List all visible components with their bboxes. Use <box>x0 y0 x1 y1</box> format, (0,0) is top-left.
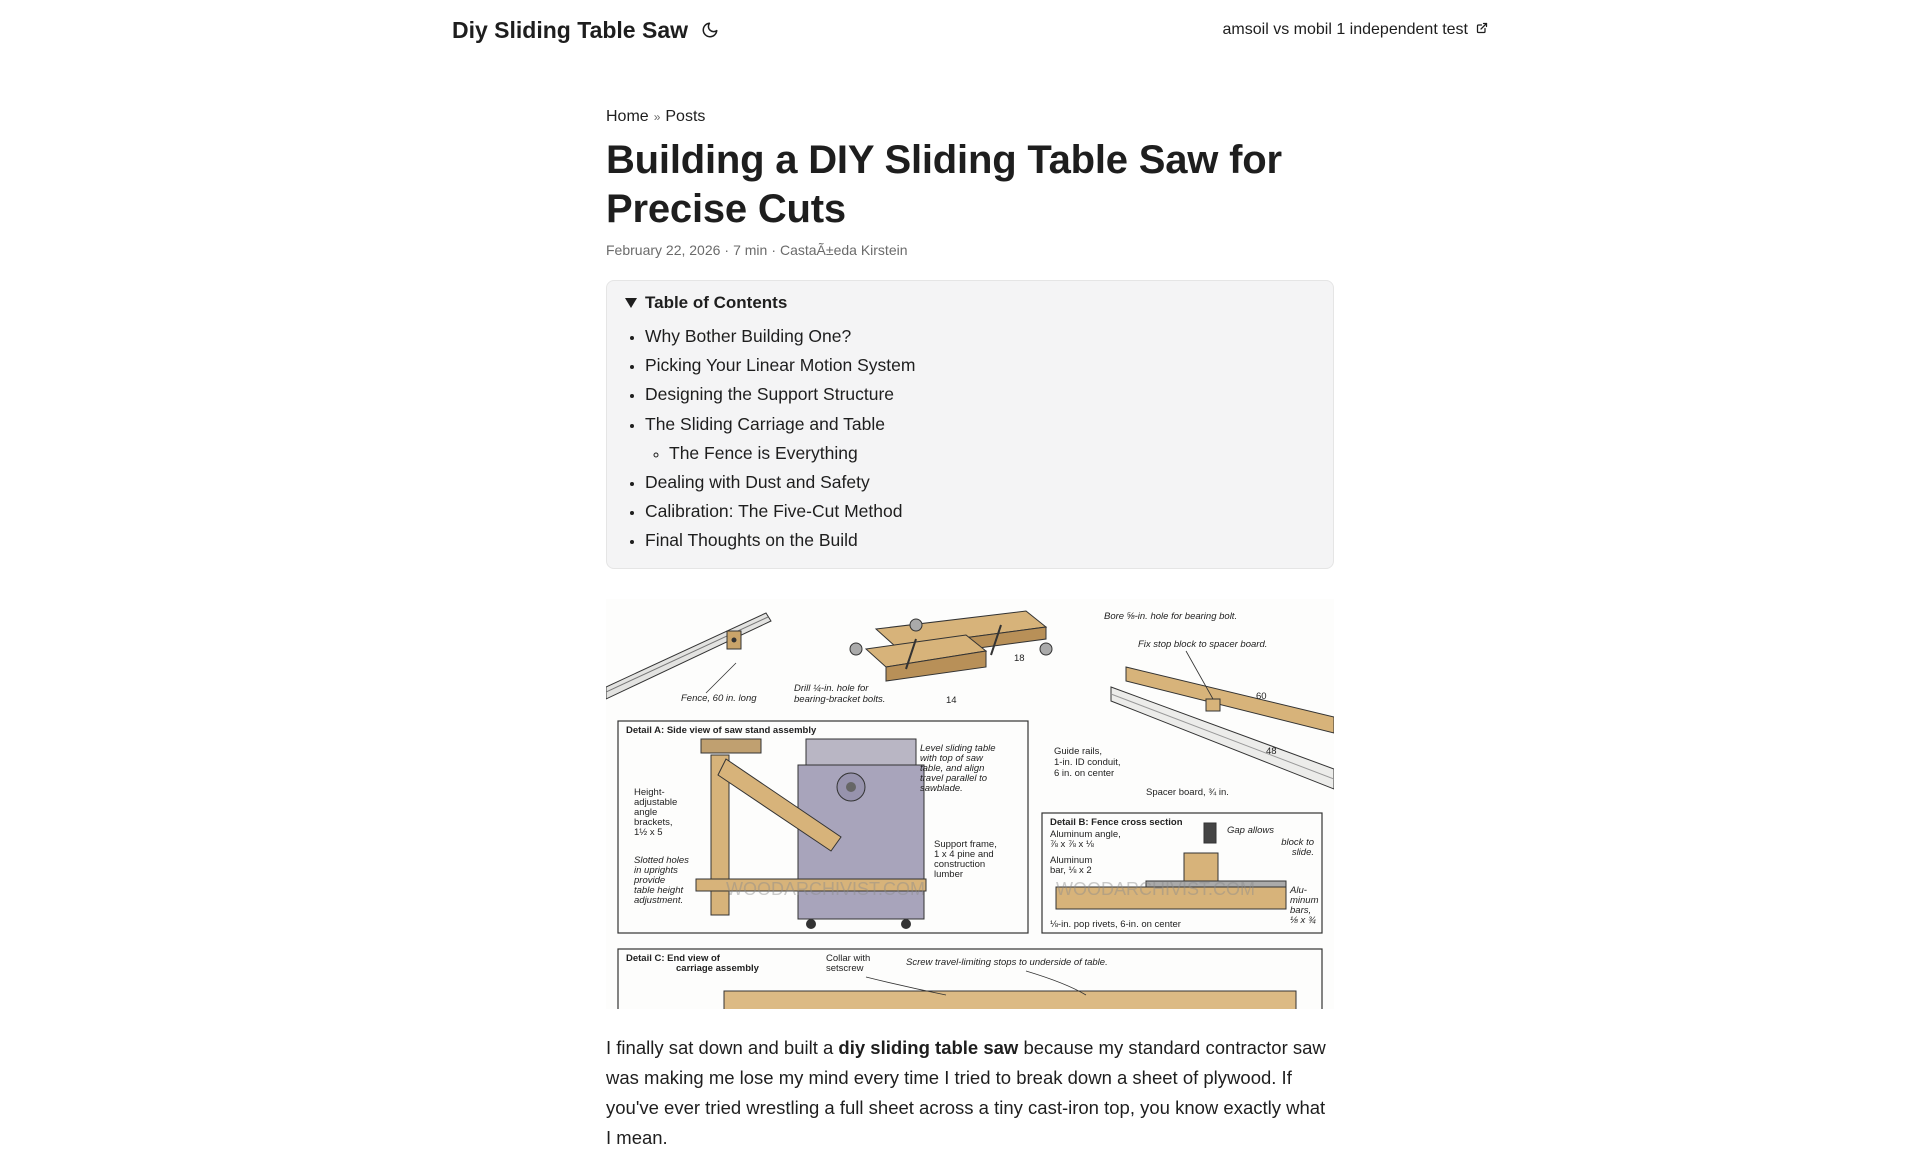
fig-support-label-3: construction <box>934 859 986 870</box>
fig-height-label-2: adjustable <box>634 797 678 808</box>
external-nav-link[interactable] <box>1223 21 1488 39</box>
intro-text-before: I finally sat down and built a <box>606 1037 839 1058</box>
external-nav-label: amsoil vs mobil 1 independent test <box>1222 21 1468 38</box>
fig-level-label-2: with top of saw <box>920 753 983 764</box>
fig-alu-label-3: bars, <box>1290 905 1312 916</box>
fig-alu-label-1: Alu- <box>1290 885 1307 896</box>
fig-dim-14: 14 <box>946 695 957 706</box>
watermark-text: WOODARCHIVIST.COM <box>1056 879 1256 899</box>
toc-link-sliding-carriage[interactable]: The Sliding Carriage and Table <box>645 413 885 434</box>
external-link-icon <box>1476 21 1488 39</box>
fig-guide-label-2: 1-in. ID conduit, <box>1054 757 1121 768</box>
meta-dot: · <box>724 242 730 258</box>
toc-link-linear-motion[interactable]: Picking Your Linear Motion System <box>645 355 916 376</box>
fig-guide-label-1: Guide rails, <box>1054 746 1103 757</box>
fig-detail-b-title: Detail B: Fence cross section <box>1050 817 1183 828</box>
toc-link-calibration[interactable]: Calibration: The Five-Cut Method <box>645 501 903 522</box>
toc-item <box>645 351 1315 380</box>
fig-rivets-label: ⅛-in. pop rivets, 6-in. on center <box>1050 919 1181 930</box>
intro-keyword: diy sliding table saw <box>838 1037 1019 1058</box>
intro-text-after: because my standard contractor saw was making me lose my mind every time I tried to break down a sheet of plywood. If you've ever tried wrestling a full sheet across a tiny cast-iron top, you know exactly what I mean. <box>606 1037 1326 1148</box>
fig-support-label-1: Support frame, <box>934 839 997 850</box>
watermark-text: WOODARCHIVIST.COM <box>726 879 926 899</box>
page-title: Building a DIY Sliding Table Saw for Precise Cuts <box>606 138 1282 231</box>
brand <box>452 17 722 44</box>
toc-item <box>645 322 1315 351</box>
fig-alum-label-4: bar, ⅛ x 2 <box>1050 865 1092 876</box>
toc-item <box>645 380 1315 409</box>
fig-guide-label-3: 6 in. on center <box>1054 768 1115 779</box>
fig-bore-label: Bore ⅝-in. hole for bearing bolt. <box>1104 611 1238 622</box>
post-date: February 22, 2026 <box>606 242 721 258</box>
toc-link-why-bother[interactable]: Why Bother Building One? <box>645 326 852 346</box>
fig-alu-label-4: ⅛ x ¾ <box>1290 915 1316 926</box>
toc-link-fence[interactable]: The Fence is Everything <box>669 442 858 463</box>
fig-level-label-1: Level sliding table <box>920 743 996 754</box>
toc-sublist <box>645 439 1315 468</box>
cover-image <box>606 599 1334 1009</box>
breadcrumb-home[interactable]: Home <box>606 108 649 125</box>
toc-list <box>625 322 1315 556</box>
fig-gap-label-2: block to <box>1281 837 1314 848</box>
site-title-link[interactable]: Diy Sliding Table Saw <box>452 16 689 43</box>
fig-level-label-5: sawblade. <box>920 783 963 794</box>
fig-level-label-4: travel parallel to <box>920 773 988 784</box>
meta-dot: · <box>771 242 776 258</box>
fig-height-label-1: Height- <box>634 787 665 798</box>
article-intro <box>606 1033 1334 1153</box>
main-content <box>606 108 1334 1153</box>
fig-spacer-label: Spacer board, ¾ in. <box>1146 787 1229 798</box>
fig-level-label-3: table, and align <box>920 763 985 774</box>
toc-subitem <box>669 439 1315 468</box>
fig-slot-label-1: Slotted holes <box>634 855 689 866</box>
fig-height-label-4: brackets, <box>634 817 673 828</box>
fig-drill-label: Drill ¼-in. hole for <box>794 683 869 694</box>
fig-detail-c-title: Detail C: End view of <box>626 953 720 964</box>
breadcrumb-separator: » <box>653 110 661 124</box>
post-author: CastaÃ±eda Kirstein <box>779 242 908 258</box>
fig-gap-label-1: Gap allows <box>1227 825 1274 836</box>
fig-slot-label-5: adjustment. <box>634 895 684 906</box>
site-header <box>452 12 1488 48</box>
fig-slot-label-4: table height <box>634 885 684 896</box>
toc-link-support-structure[interactable]: Designing the Support Structure <box>645 384 895 405</box>
fig-dim-18: 18 <box>1014 653 1025 664</box>
fig-dim-48: 48 <box>1266 746 1277 757</box>
toc-link-dust-safety[interactable]: Dealing with Dust and Safety <box>645 472 870 493</box>
fig-alum-label-2: ⅞ x ⅞ x ⅛ <box>1050 839 1094 850</box>
triangle-down-icon <box>625 298 637 308</box>
fig-alum-label-1: Aluminum angle, <box>1050 829 1121 840</box>
fig-support-label-2: 1 x 4 pine and <box>934 849 994 860</box>
toc-toggle[interactable] <box>625 293 1315 313</box>
breadcrumb-posts[interactable]: Posts <box>665 108 706 125</box>
fig-fence-label: Fence, 60 in. long <box>681 693 757 704</box>
fig-detail-a-title: Detail A: Side view of saw stand assembly <box>626 725 817 736</box>
fig-height-label-5: 1½ x 5 <box>634 827 663 838</box>
table-of-contents <box>606 280 1334 569</box>
toc-item <box>645 497 1315 526</box>
toc-item <box>645 468 1315 497</box>
table-board-drawing <box>724 991 1296 1009</box>
fig-screw-label: Screw travel-limiting stops to underside of table. <box>906 957 1108 968</box>
fig-alum-label-3: Aluminum <box>1050 855 1093 866</box>
moon-icon[interactable] <box>698 18 722 42</box>
fig-gap-label-3: slide. <box>1291 847 1314 858</box>
fig-dim-60: 60 <box>1256 691 1267 702</box>
fig-collar-label-2: setscrew <box>826 963 864 974</box>
fig-slot-label-3: provide <box>634 875 666 886</box>
fig-alu-label-2: minum <box>1290 895 1319 906</box>
fig-height-label-3: angle <box>634 807 658 818</box>
read-time: 7 min <box>733 242 768 258</box>
fig-slot-label-2: in uprights <box>634 865 678 876</box>
breadcrumb <box>606 108 1334 126</box>
toc-title: Table of Contents <box>645 293 788 312</box>
fig-collar-label-1: Collar with <box>826 953 871 964</box>
toc-link-final-thoughts[interactable]: Final Thoughts on the Build <box>645 530 858 551</box>
toc-item <box>645 526 1315 555</box>
toc-item <box>645 410 1315 468</box>
fig-drill-label-2: bearing-bracket bolts. <box>794 694 886 705</box>
fig-detail-c-title-2: carriage assembly <box>676 963 759 974</box>
fig-support-label-4: lumber <box>934 869 964 880</box>
post-meta <box>606 242 1334 258</box>
fig-fix-stop-label: Fix stop block to spacer board. <box>1138 639 1268 650</box>
